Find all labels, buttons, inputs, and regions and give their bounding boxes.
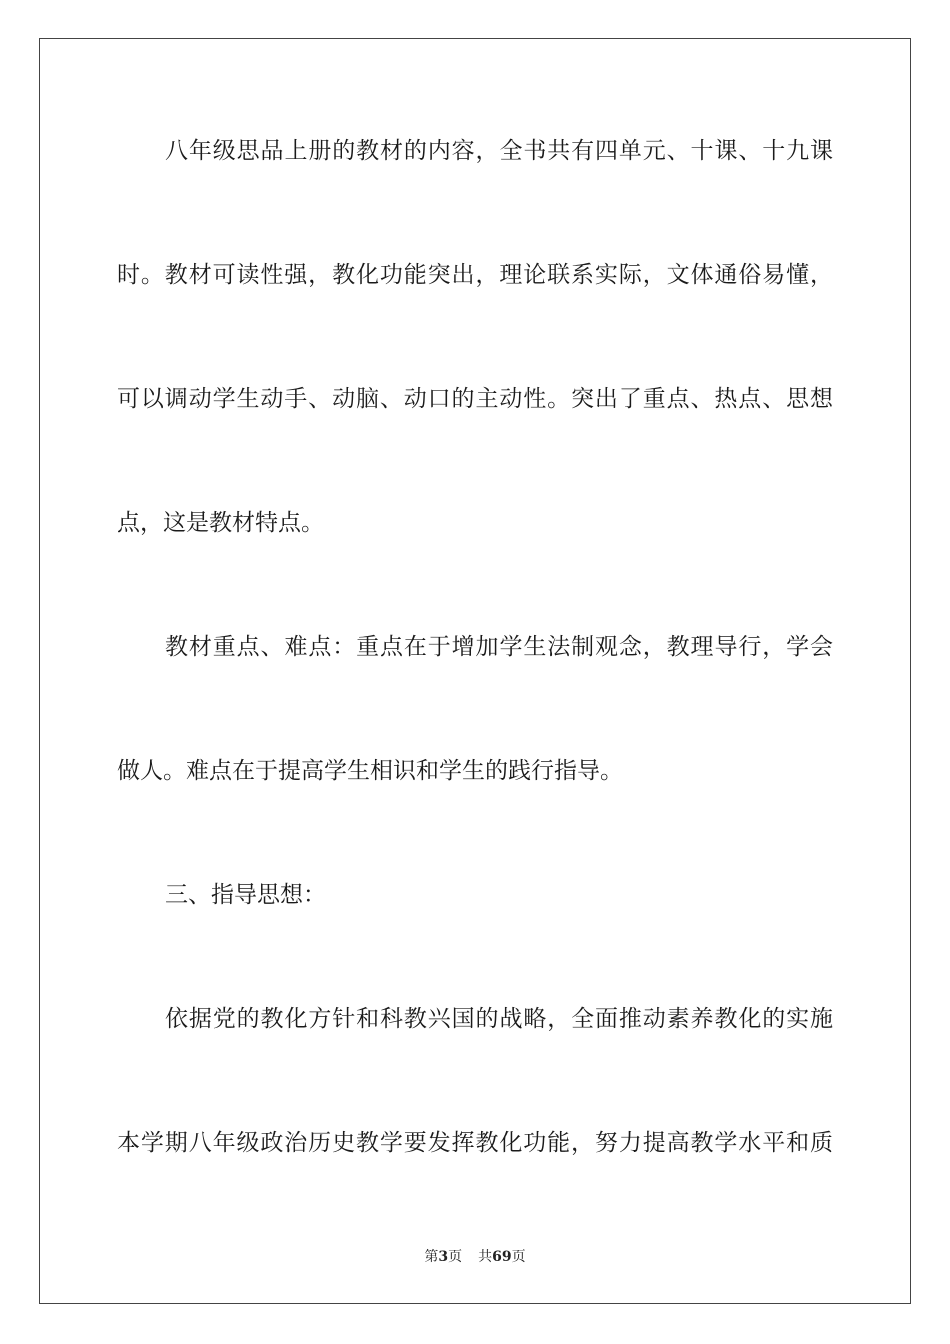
- paragraph-line: 教材重点、难点：重点在于增加学生法制观念，教理导行，学会: [165, 634, 833, 660]
- page-footer: [0, 1246, 950, 1266]
- total-pages: 69: [492, 1249, 512, 1265]
- page-border: [39, 38, 911, 1304]
- paragraph-line: 八年级思品上册的教材的内容，全书共有四单元、十课、十九课: [165, 138, 833, 164]
- paragraph-line: 本学期八年级政治历史教学要发挥教化功能，努力提高教学水平和质: [117, 1130, 833, 1156]
- paragraph-line: 可以调动学生动手、动脑、动口的主动性。突出了重点、热点、思想: [117, 386, 833, 412]
- total-prefix: 共: [478, 1249, 493, 1265]
- page-suffix: 页: [448, 1249, 463, 1265]
- paragraph-line: 做人。难点在于提高学生相识和学生的践行指导。: [117, 758, 623, 784]
- paragraph-line: 点，这是教材特点。: [117, 510, 324, 536]
- paragraph-line: 时。教材可读性强，教化功能突出，理论联系实际，文体通俗易懂，: [117, 262, 833, 288]
- total-suffix: 页: [511, 1249, 526, 1265]
- section-heading: 三、指导思想：: [165, 882, 326, 908]
- paragraph-line: 依据党的教化方针和科教兴国的战略，全面推动素养教化的实施: [165, 1006, 833, 1032]
- page-number: 3: [438, 1249, 449, 1265]
- page-prefix: 第: [424, 1249, 439, 1265]
